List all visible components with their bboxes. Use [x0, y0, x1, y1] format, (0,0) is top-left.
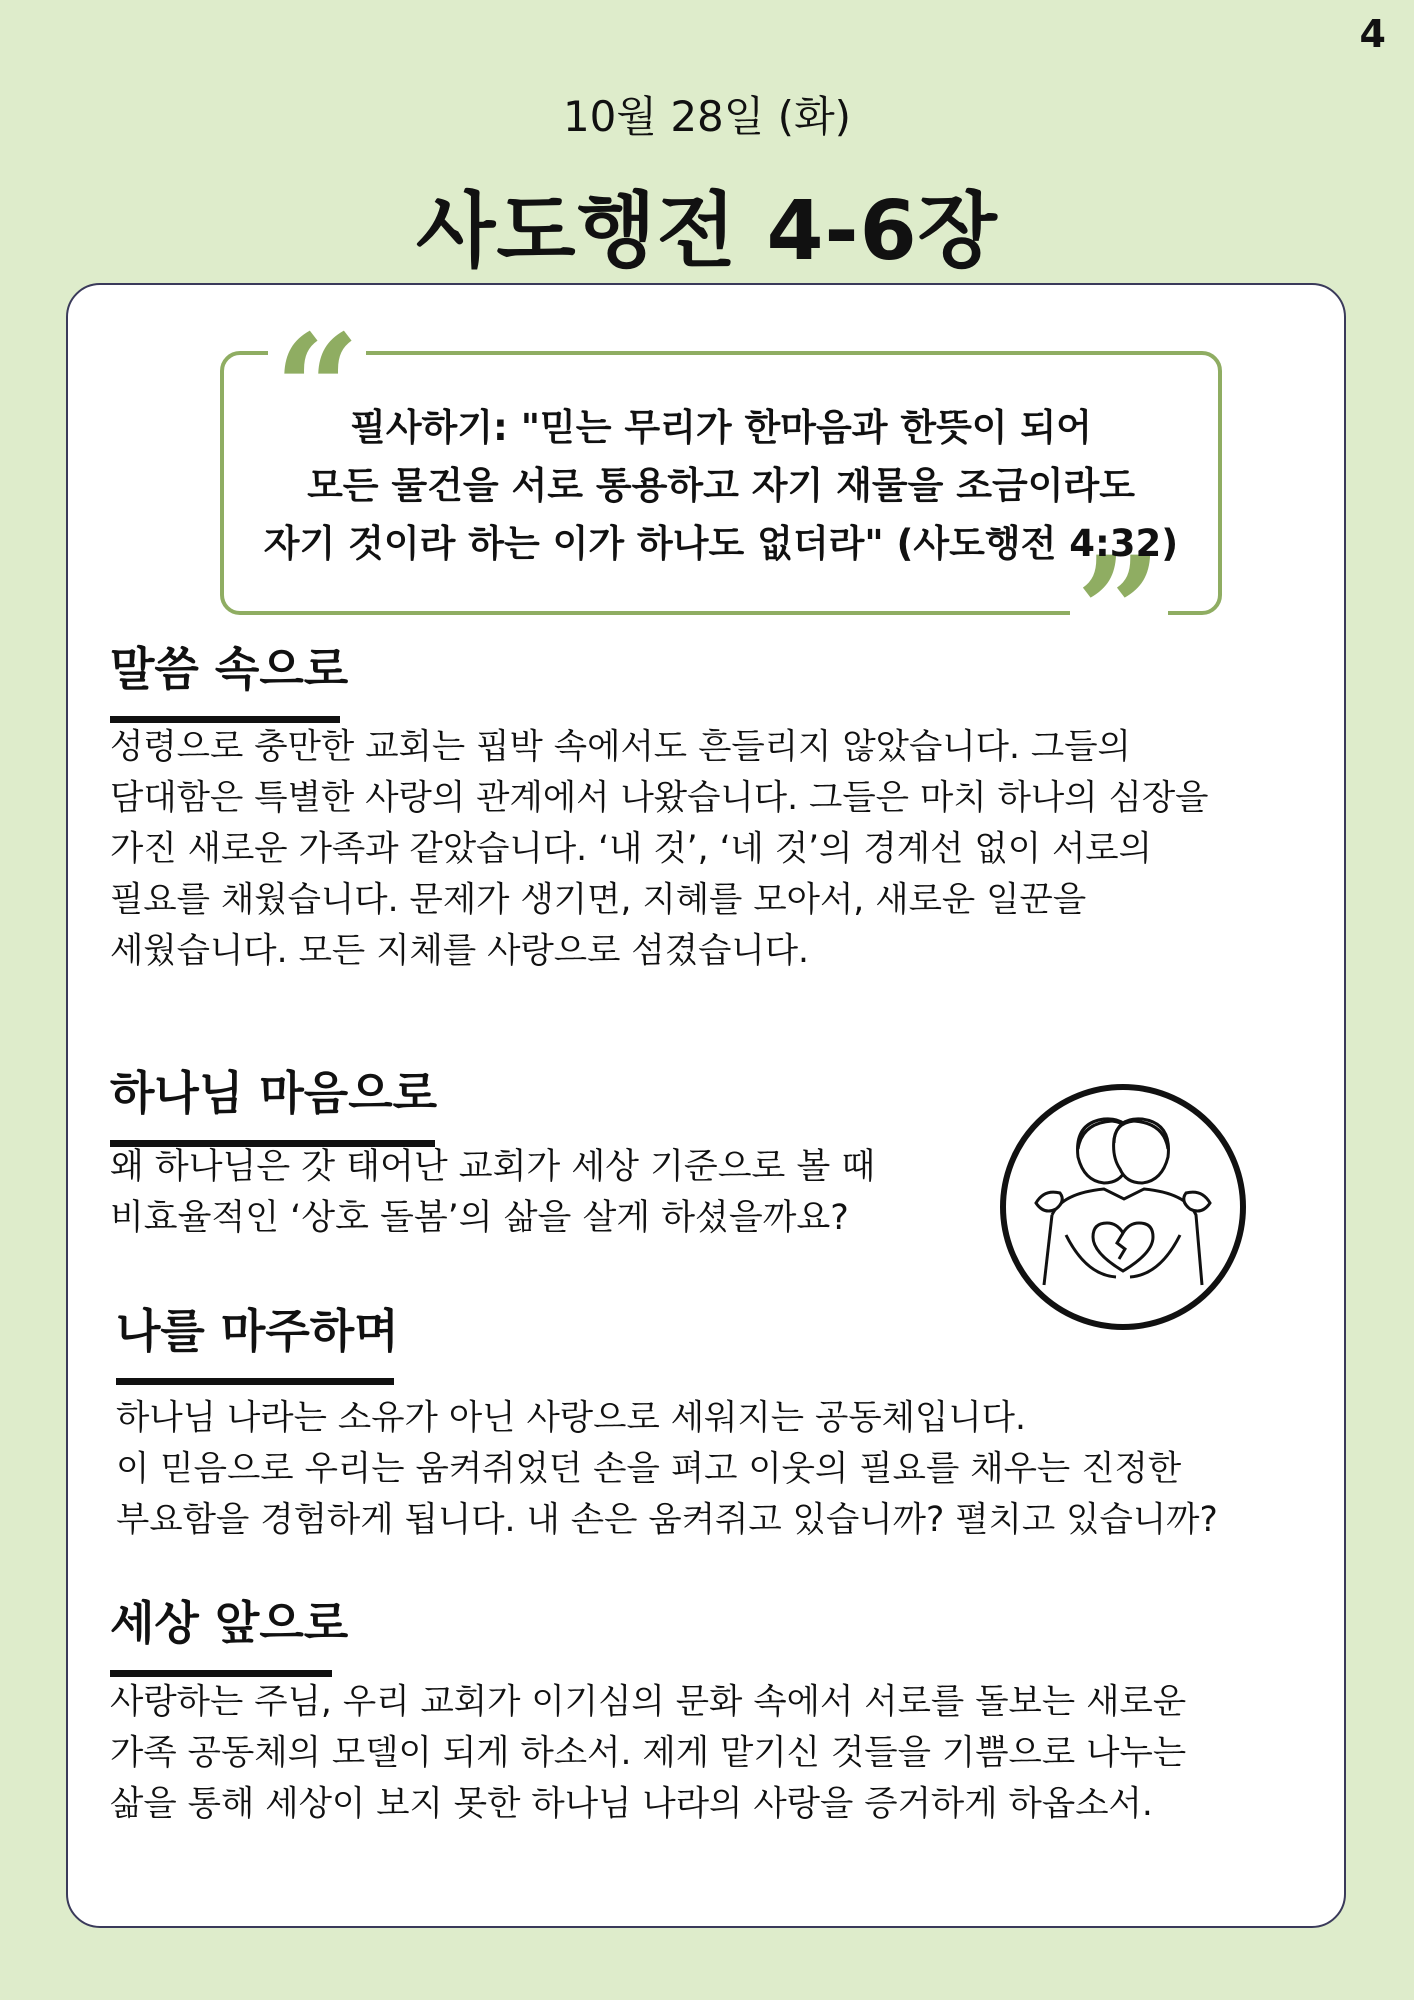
- body-line: 삶을 통해 세상이 보지 못한 하나님 나라의 사랑을 증거하게 하옵소서.: [110, 1784, 1153, 1824]
- body-line: 성령으로 충만한 교회는 핍박 속에서도 흔들리지 않았습니다. 그들의: [110, 727, 1131, 767]
- section-heading-heart: 하나님 마음으로: [110, 1057, 437, 1141]
- scripture-quote-text: [224, 399, 1218, 573]
- body-line: 부요함을 경험하게 됩니다. 내 손은 움켜쥐고 있습니까? 펼치고 있습니까?: [116, 1500, 1218, 1540]
- body-line: 가족 공동체의 모델이 되게 하소서. 제게 맡기신 것들을 기쁨으로 나누는: [110, 1733, 1187, 1773]
- body-line: 왜 하나님은 갓 태어난 교회가 세상 기준으로 볼 때: [110, 1147, 876, 1187]
- quote-line: 자기 것이라 하는 이가 하나도 없더라" (사도행전 4:32): [263, 522, 1179, 565]
- content-card: [66, 283, 1346, 1928]
- body-line: 세웠습니다. 모든 지체를 사랑으로 섬겼습니다.: [110, 931, 810, 971]
- close-quote-icon: ”: [1070, 537, 1168, 687]
- body-line: 가진 새로운 가족과 같았습니다. ‘내 것’, ‘네 것’의 경계선 없이 서로의: [110, 829, 1152, 869]
- page-title: 사도행전 4-6장: [416, 184, 998, 279]
- quote-line: 모든 물건을 서로 통용하고 자기 재물을 조금이라도: [307, 464, 1135, 507]
- section-heading-world: 세상 앞으로: [110, 1587, 348, 1671]
- body-line: 비효율적인 ‘상호 돌봄’의 삶을 살게 하셨을까요?: [110, 1198, 849, 1238]
- body-line: 하나님 나라는 소유가 아닌 사랑으로 세워지는 공동체입니다.: [116, 1398, 1026, 1438]
- caring-people-icon: [966, 1065, 1280, 1345]
- section-body-heart: [110, 1142, 875, 1244]
- section-body-word: [110, 722, 1209, 977]
- body-line: 필요를 채웠습니다. 문제가 생기면, 지혜를 모아서, 새로운 일꾼을: [110, 880, 1087, 920]
- page-number: 4: [1359, 12, 1386, 56]
- section-heading-word: 말씀 속으로: [110, 633, 348, 717]
- section-body-self: [116, 1393, 1218, 1546]
- section-heading-self: 나를 마주하며: [116, 1295, 399, 1379]
- body-line: 사랑하는 주님, 우리 교회가 이기심의 문화 속에서 서로를 돌보는 새로운: [110, 1682, 1187, 1722]
- quote-line: 필사하기: "믿는 무리가 한마음과 한뜻이 되어: [350, 406, 1092, 449]
- date-label: 10월 28일 (화): [562, 92, 852, 141]
- open-quote-icon: “: [268, 315, 366, 465]
- body-line: 담대함은 특별한 사랑의 관계에서 나왔습니다. 그들은 마치 하나의 심장을: [110, 778, 1209, 818]
- body-line: 이 믿음으로 우리는 움켜쥐었던 손을 펴고 이웃의 필요를 채우는 진정한: [116, 1449, 1182, 1489]
- section-body-world: [110, 1677, 1186, 1830]
